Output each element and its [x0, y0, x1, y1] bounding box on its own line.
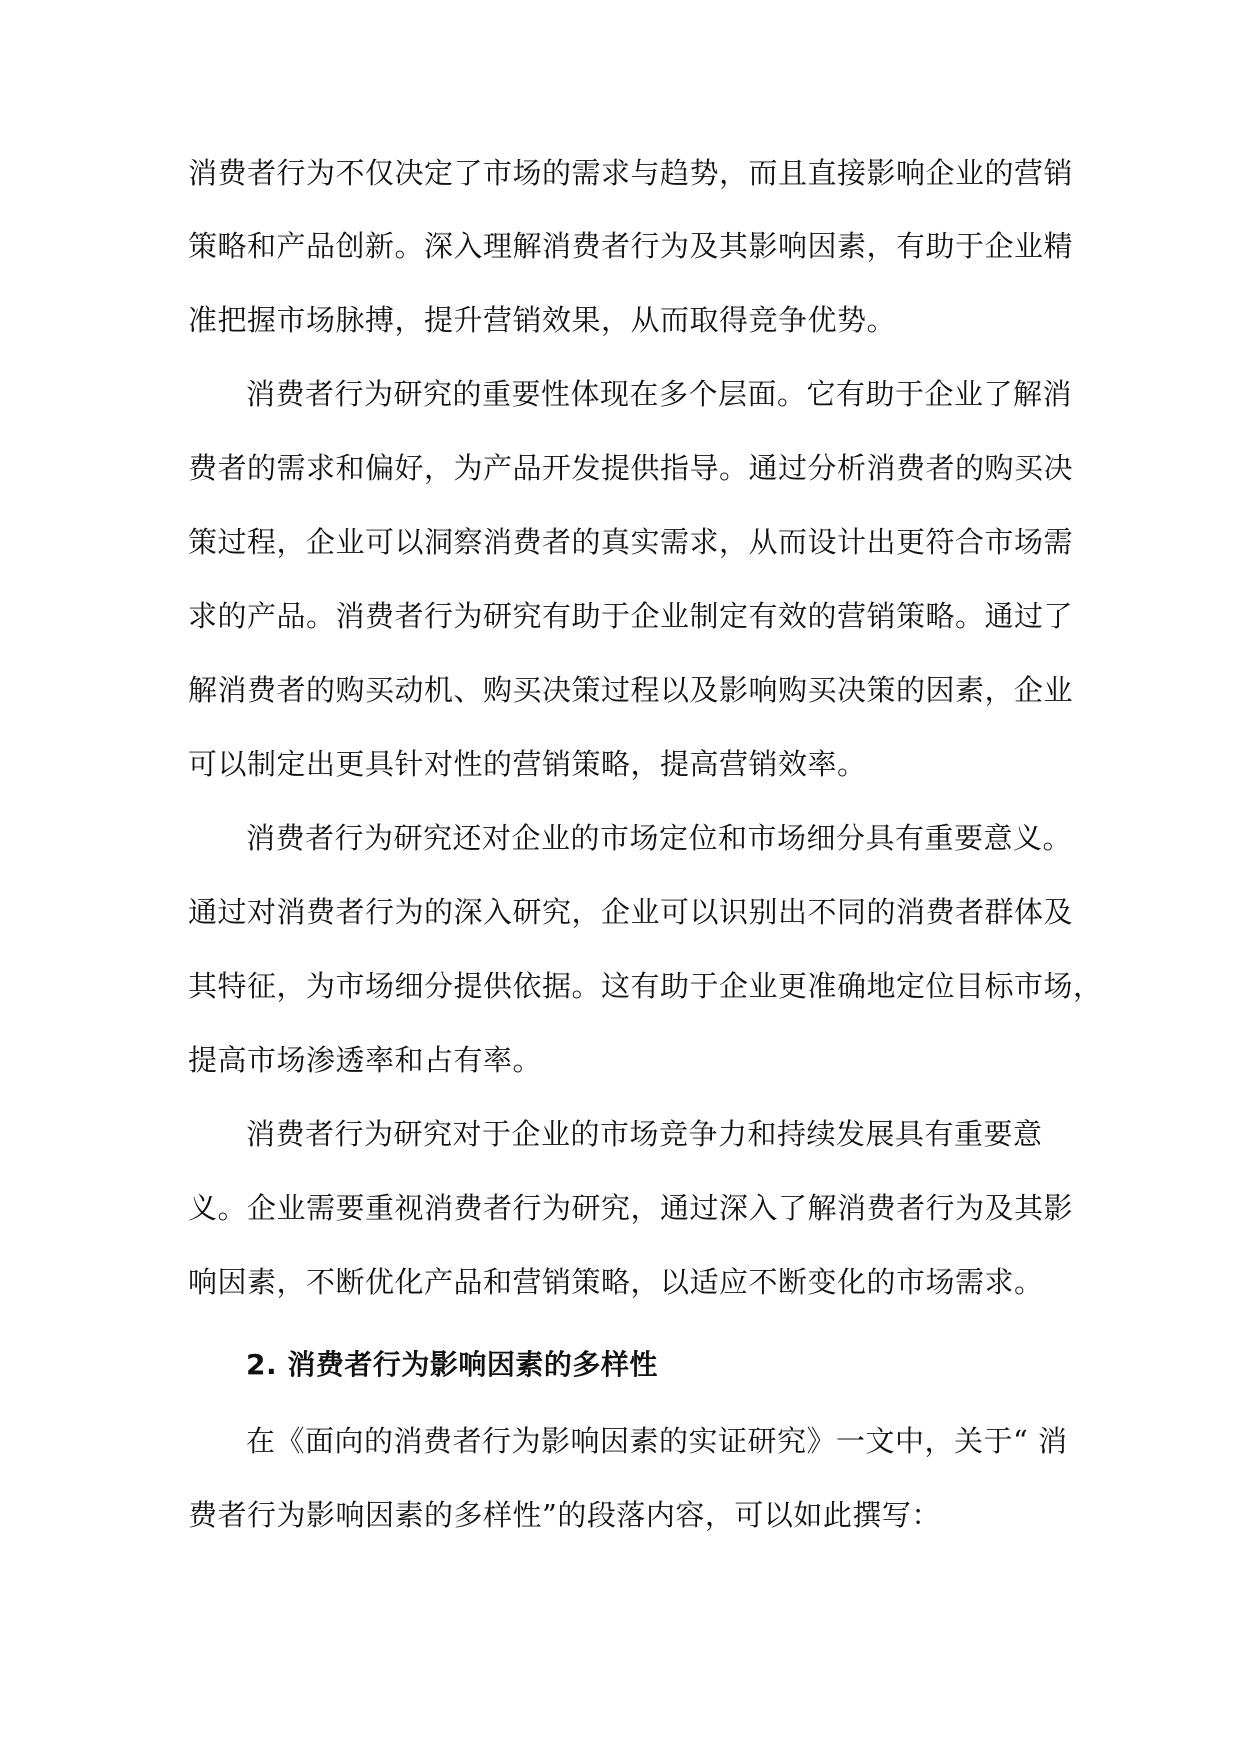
paragraph-line: 费者的需求和偏好，为产品开发提供指导。通过分析消费者的购买决	[188, 451, 1074, 485]
paragraph-line: 消费者行为研究的重要性体现在多个层面。它有助于企业了解消	[246, 377, 1073, 411]
paragraph-line: 其特征，为市场细分提供依据。这有助于企业更准确地定位目标市场，	[188, 969, 1103, 1003]
paragraph-line: 提高市场渗透率和占有率。	[188, 1043, 543, 1077]
paragraph-line: 通过对消费者行为的深入研究，企业可以识别出不同的消费者群体及	[188, 895, 1074, 929]
paragraph-line: 求的产品。消费者行为研究有助于企业制定有效的营销策略。通过了	[188, 599, 1074, 633]
paragraph-line: 准把握市场脉搏，提升营销效果，从而取得竞争优势。	[188, 303, 897, 337]
paragraph-line: 可以制定出更具针对性的营销策略，提高营销效率。	[188, 747, 867, 781]
paragraph-line: 消费者行为不仅决定了市场的需求与趋势，而且直接影响企业的营销	[188, 156, 1074, 190]
paragraph-line: 策过程，企业可以洞察消费者的真实需求，从而设计出更符合市场需	[188, 525, 1074, 559]
paragraph-line: 响因素，不断优化产品和营销策略，以适应不断变化的市场需求。	[188, 1265, 1044, 1299]
paragraph-line: 义。企业需要重视消费者行为研究，通过深入了解消费者行为及其影	[188, 1191, 1074, 1225]
paragraph-line: 在《面向的消费者行为影响因素的实证研究》一文中，关于“ 消	[246, 1424, 1068, 1458]
paragraph-line: 解消费者的购买动机、购买决策过程以及影响购买决策的因素，企业	[188, 673, 1074, 707]
paragraph-line: 策略和产品创新。深入理解消费者行为及其影响因素，有助于企业精	[188, 229, 1074, 263]
paragraph-line: 费者行为影响因素的多样性”的段落内容，可以如此撰写：	[188, 1498, 941, 1532]
paragraph-line: 消费者行为研究还对企业的市场定位和市场细分具有重要意义。	[246, 821, 1073, 855]
paragraph-line: 消费者行为研究对于企业的市场竞争力和持续发展具有重要意	[246, 1117, 1043, 1151]
section-heading: 2. 消费者行为影响因素的多样性	[246, 1348, 658, 1381]
